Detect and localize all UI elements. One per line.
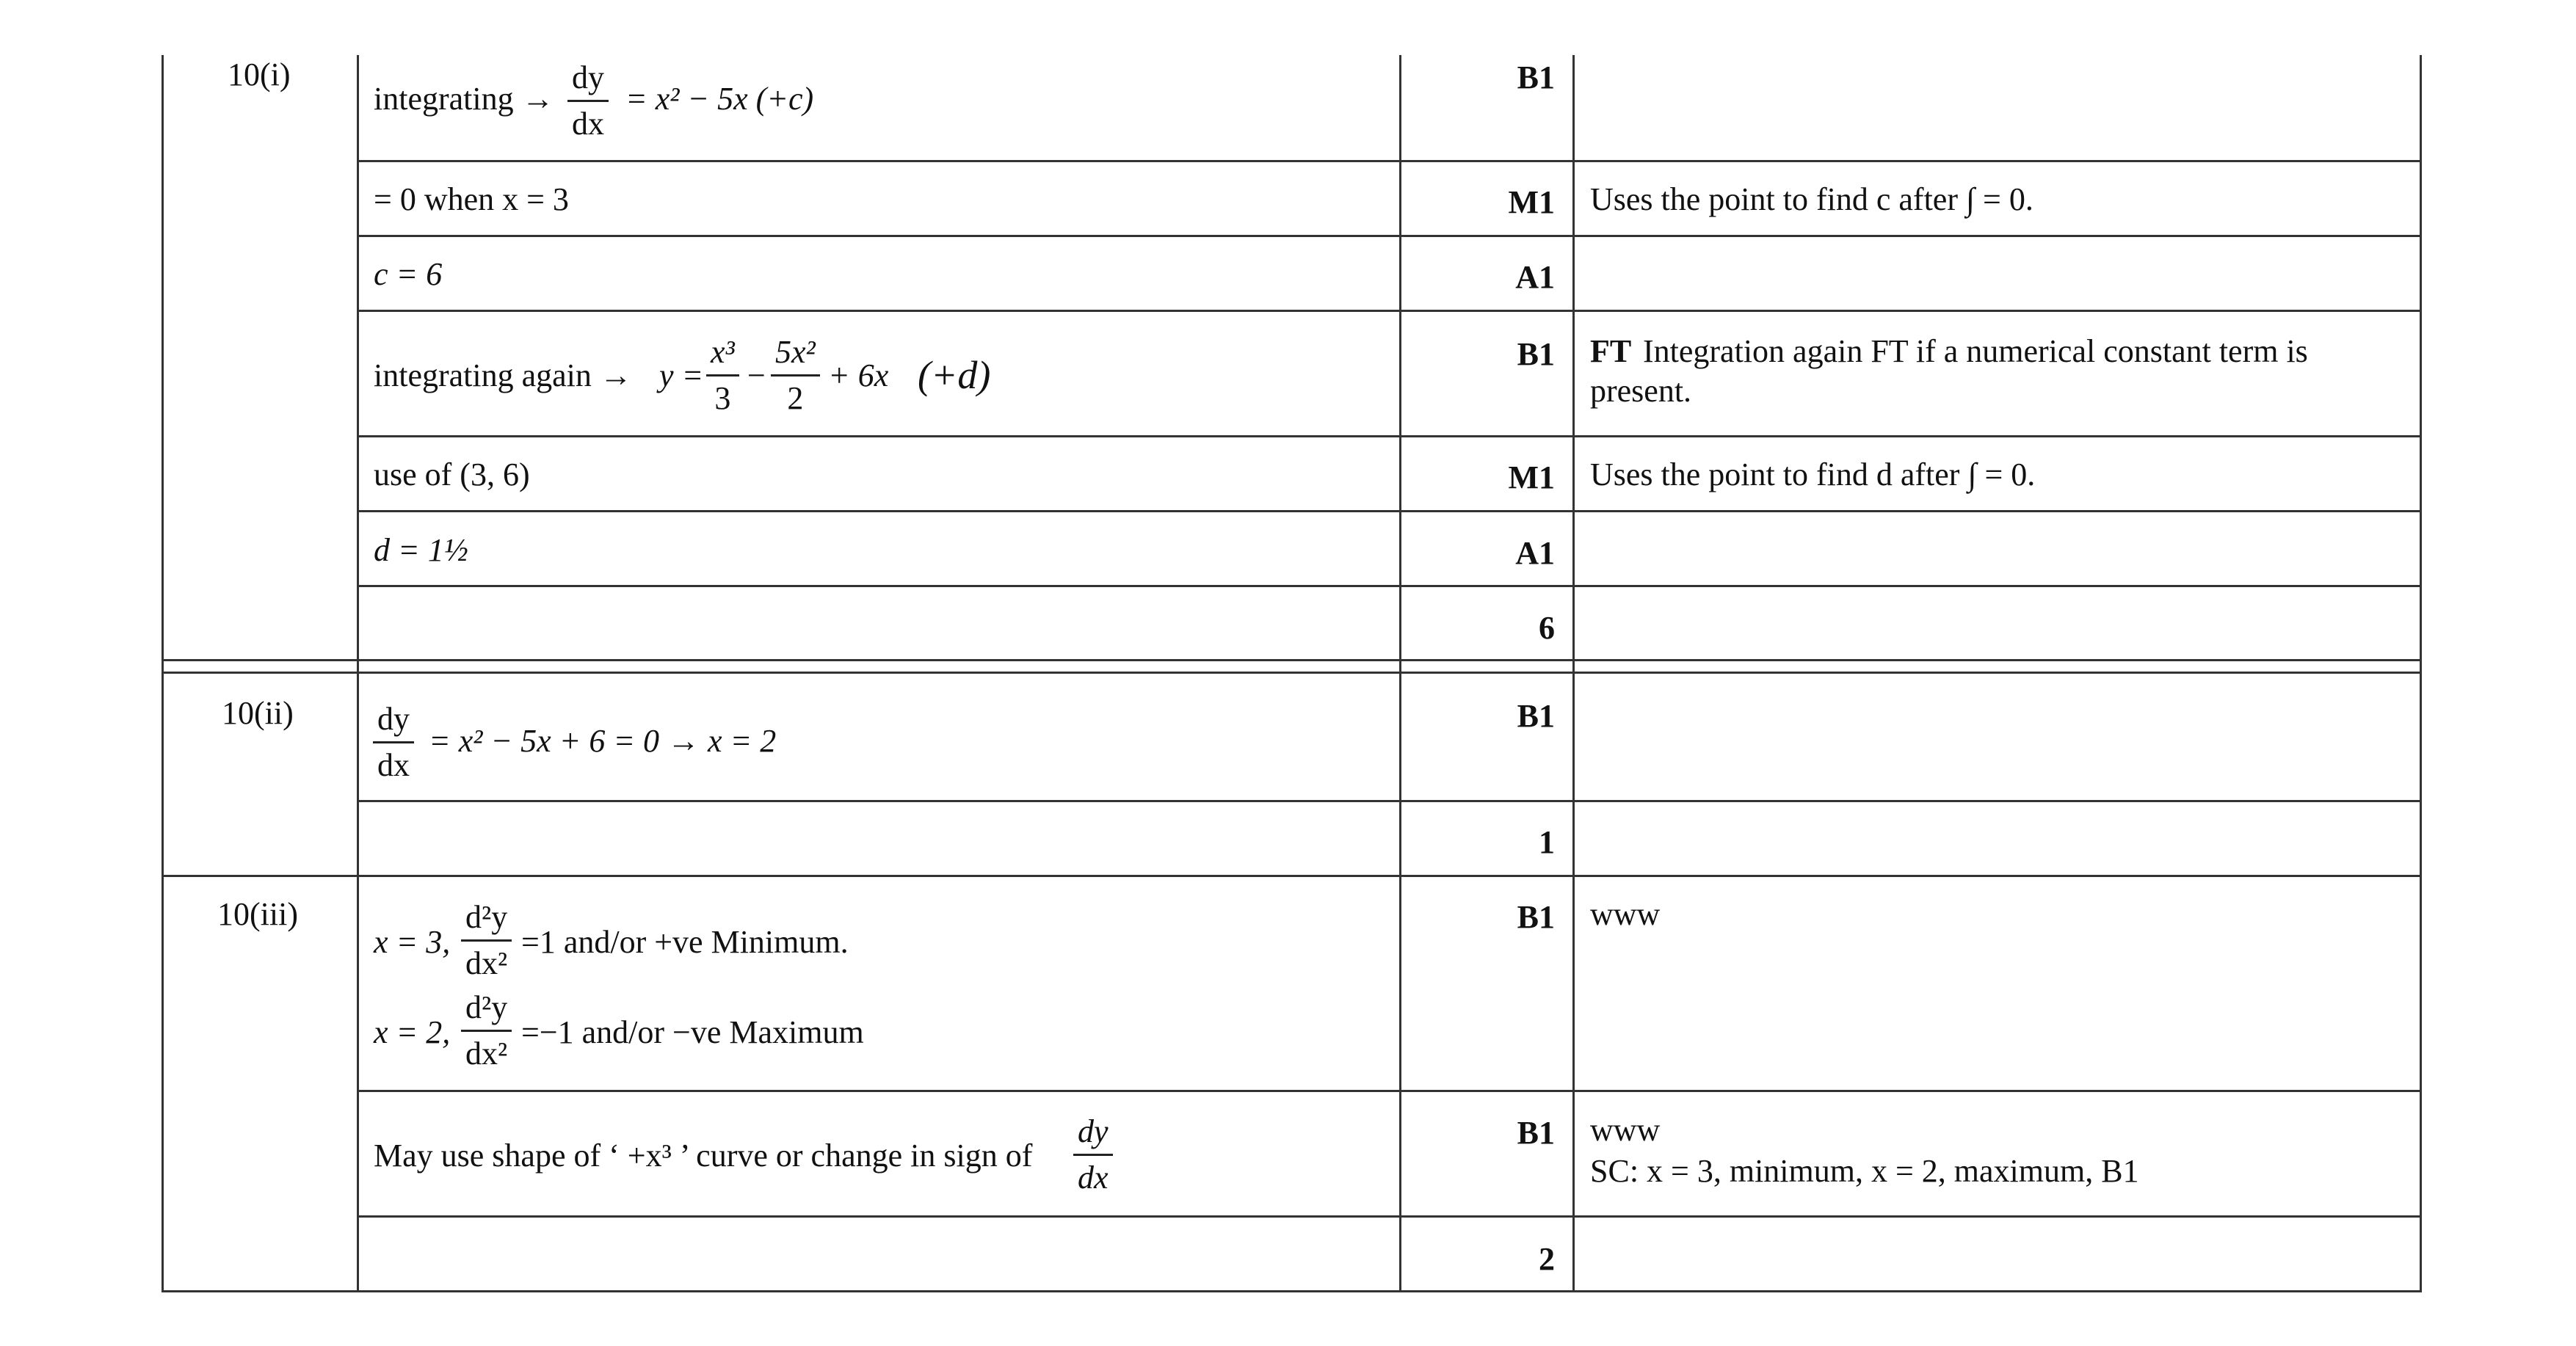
answer-math: + 6x [828, 357, 889, 393]
part-total-marks: 2 [1539, 1241, 1555, 1277]
part-total-marks: 1 [1539, 824, 1555, 860]
row-border [357, 310, 2422, 312]
col-border-marks [1572, 55, 1575, 1292]
guidance-text: SC: x = 3, minimum, x = 2, maximum, B1 [1590, 1153, 2139, 1189]
section-border [162, 672, 2422, 674]
guidance-text: present. [1590, 373, 1692, 409]
row-border [357, 435, 2422, 437]
answer-text: integrating again → [374, 357, 632, 393]
answer-text: d = 1½ [374, 532, 468, 568]
answer-math: (+d) [918, 353, 991, 397]
row-border [357, 1215, 2422, 1218]
answer-text: use of (3, 6) [374, 456, 530, 492]
guidance-text: Uses the point to find c after ∫ = 0. [1590, 181, 2033, 217]
answer-text: integrating → [374, 81, 554, 117]
fraction-5x2-2: $\frac{\text{5x²}}{2}$ [771, 336, 820, 415]
col-border-answer [1399, 55, 1401, 1292]
question-label: 10(i) [228, 57, 291, 92]
fraction-dy-dx: $\frac{dy}{dx}$ [373, 703, 414, 782]
guidance-text: Uses the point to find d after ∫ = 0. [1590, 456, 2036, 492]
guidance-text: www [1590, 896, 1661, 932]
row-border [357, 235, 2422, 237]
section-border [162, 659, 2422, 661]
mark-code: M1 [1508, 459, 1555, 495]
answer-text: = x² − 5x (+c) [625, 81, 814, 117]
answer-text: x = 2, [374, 1014, 451, 1050]
row-border [357, 585, 2422, 587]
mark-code: A1 [1515, 259, 1555, 295]
fraction-dy-dx: $\frac{dy}{dx}$ [1073, 1116, 1113, 1194]
question-label: 10(ii) [222, 695, 294, 731]
fraction-x3-3: $\frac{\text{x³}}{3}$ [706, 336, 739, 415]
answer-text: =1 and/or +ve Minimum. [521, 924, 849, 960]
mark-code: B1 [1517, 336, 1555, 372]
answer-text: May use shape of ‘ +x³ ’ curve or change in sign of [374, 1138, 1033, 1174]
section-border [162, 875, 2422, 877]
row-border [357, 510, 2422, 512]
answer-text: =−1 and/or −ve Maximum [521, 1014, 864, 1050]
mark-code: A1 [1515, 535, 1555, 571]
guidance-text: Integration again FT if a numerical constant term is [1643, 333, 2308, 369]
answer-text: = 0 when x = 3 [374, 181, 569, 217]
answer-math: y = [659, 357, 704, 393]
question-label: 10(iii) [217, 896, 298, 932]
part-total-marks: 6 [1539, 610, 1555, 646]
answer-text: x = 3, [374, 924, 451, 960]
row-border [357, 160, 2422, 162]
row-border [357, 1090, 2422, 1092]
col-border-left [162, 55, 164, 1292]
mark-code: B1 [1517, 698, 1555, 734]
mark-code: B1 [1517, 899, 1555, 935]
mark-code: M1 [1508, 184, 1555, 220]
mark-code: B1 [1517, 59, 1555, 95]
row-border [357, 800, 2422, 802]
mark-code: B1 [1517, 1115, 1555, 1151]
fraction-dy-dx: $\frac{dy}{dx}$ [567, 62, 609, 140]
table-bottom-border [162, 1290, 2422, 1292]
guidance-ft: FT [1590, 333, 1632, 369]
answer-text: c = 6 [374, 256, 443, 292]
col-border-right [2420, 55, 2422, 1292]
answer-text: = x² − 5x + 6 = 0 → x = 2 [429, 723, 777, 759]
col-border-question [357, 55, 359, 1292]
fraction-d2y-dx2: $\frac{\text{d²y}}{\text{dx²}}$ [461, 901, 512, 980]
fraction-d2y-dx2: $\frac{\text{d²y}}{\text{dx²}}$ [461, 992, 512, 1070]
guidance-text: www [1590, 1112, 1661, 1148]
answer-math: − [747, 357, 766, 393]
